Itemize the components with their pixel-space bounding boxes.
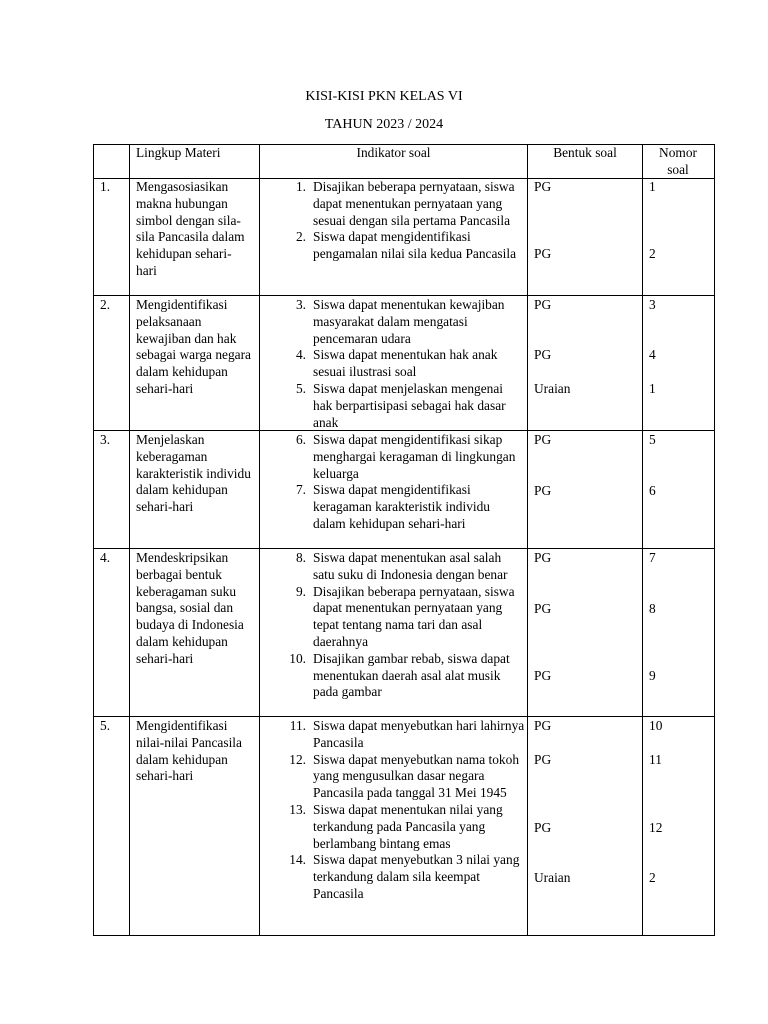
indikator-item <box>280 651 525 701</box>
nomor-soal-cell: 12 <box>649 820 663 835</box>
indikator-list <box>280 550 525 701</box>
indikator-number: 4. <box>295 347 306 363</box>
indikator-text: Siswa dapat menentukan hak anak sesuai ilustrasi soal <box>313 347 498 380</box>
bentuk-soal-cell: PG <box>534 752 552 767</box>
bentuk-soal-cell: PG <box>534 668 552 683</box>
bentuk-soal-cell: PG <box>534 246 552 261</box>
indikator-number: 3. <box>295 297 306 312</box>
indikator-item <box>280 381 525 431</box>
nomor-soal-cell: 7 <box>649 550 656 565</box>
indikator-list <box>280 718 525 903</box>
nomor-soal-cell: 3 <box>649 297 656 312</box>
bentuk-soal-cell: PG <box>534 297 552 312</box>
indikator-item <box>280 802 525 852</box>
row-number: 5. <box>100 718 111 733</box>
header-lingkup-materi: Lingkup Materi <box>136 145 221 160</box>
bentuk-soal-cell: PG <box>534 347 552 362</box>
indikator-text: Disajikan beberapa pernyataan, siswa dapat menentukan pernyataan yang tepat tentang nama tari dan asal daerahnya <box>313 583 515 649</box>
indikator-item <box>280 752 525 802</box>
indikator-text: Siswa dapat mengidentifikasi keragaman karakteristik individu dalam kehidupan sehari-hari <box>313 482 490 531</box>
indikator-item <box>280 550 525 584</box>
bentuk-soal-cell: Uraian <box>534 870 571 885</box>
indikator-item <box>280 584 525 651</box>
lingkup-materi-cell: Menjelaskan keberagaman karakteristik individu dalam kehidupan sehari-hari <box>136 432 251 515</box>
indikator-list <box>280 432 525 533</box>
lingkup-materi-cell: Mengidentifikasi pelaksanaan kewajiban dan hak sebagai warga negara dalam kehidupan sehari-hari <box>136 297 251 396</box>
indikator-number: 13. <box>289 801 306 817</box>
indikator-text: Siswa dapat mengidentifikasi sikap menghargai keragaman di lingkungan keluarga <box>313 432 516 481</box>
nomor-soal-cell: 2 <box>649 870 656 885</box>
lingkup-materi-cell: Mengasosiasikan makna hubungan simbol dengan sila-sila Pancasila dalam kehidupan sehari-hari <box>136 179 245 278</box>
document-title: KISI-KISI PKN KELAS VI <box>305 89 463 104</box>
indikator-number: 6. <box>295 432 306 447</box>
indikator-text: Disajikan gambar rebab, siswa dapat menentukan daerah asal alat musik pada gambar <box>313 650 510 700</box>
indikator-text: Disajikan beberapa pernyataan, siswa dapat menentukan pernyataan yang sesuai dengan sila pertama Pancasila <box>313 179 515 228</box>
column-divider <box>714 144 715 936</box>
indikator-number: 11. <box>289 718 306 733</box>
indikator-text: Siswa dapat menyebutkan 3 nilai yang terkandung dalam sila keempat Pancasila <box>313 852 520 901</box>
indikator-list <box>280 179 525 263</box>
indikator-item <box>280 852 525 902</box>
lingkup-materi-cell: Mendeskripsikan berbagai bentuk keberagaman suku bangsa, sosial dan budaya di Indonesia dalam kehidupan sehari-hari <box>136 550 244 666</box>
lingkup-materi-cell: Mengidentifikasi nilai-nilai Pancasila dalam kehidupan sehari-hari <box>136 718 242 784</box>
bentuk-soal-cell: PG <box>534 820 552 835</box>
column-divider <box>527 144 528 936</box>
header-indikator-soal: Indikator soal <box>356 145 431 160</box>
bentuk-soal-cell: PG <box>534 483 552 498</box>
row-number: 1. <box>100 179 111 194</box>
nomor-soal-cell: 9 <box>649 668 656 683</box>
column-divider <box>259 144 260 936</box>
column-divider <box>642 144 643 936</box>
bentuk-soal-cell: PG <box>534 601 552 616</box>
indikator-item <box>280 297 525 347</box>
row-divider <box>93 548 715 549</box>
row-divider <box>93 295 715 296</box>
indikator-text: Siswa dapat mengidentifikasi pengamalan nilai sila kedua Pancasila <box>313 229 517 262</box>
indikator-number: 14. <box>289 852 306 868</box>
indikator-number: 5. <box>295 380 306 396</box>
indikator-text: Siswa dapat menentukan asal salah satu suku di Indonesia dengan benar <box>313 550 508 582</box>
bentuk-soal-cell: PG <box>534 550 552 565</box>
indikator-list <box>280 297 525 431</box>
indikator-number: 9. <box>295 583 306 599</box>
nomor-soal-cell: 4 <box>649 347 656 362</box>
nomor-soal-cell: 1 <box>649 179 656 194</box>
header-bentuk-soal: Bentuk soal <box>553 145 617 160</box>
indikator-number: 2. <box>295 229 306 245</box>
bentuk-soal-cell: PG <box>534 718 552 733</box>
indikator-item <box>280 718 525 752</box>
nomor-soal-cell: 2 <box>649 246 656 261</box>
bentuk-soal-cell: Uraian <box>534 381 571 396</box>
nomor-soal-cell: 10 <box>649 718 663 733</box>
column-divider <box>129 144 130 936</box>
header-nomor-soal: Nomor soal <box>659 145 697 177</box>
row-number: 2. <box>100 297 111 312</box>
row-number: 3. <box>100 432 111 447</box>
indikator-number: 1. <box>295 179 306 194</box>
document-subtitle: TAHUN 2023 / 2024 <box>324 117 444 132</box>
indikator-text: Siswa dapat menyebutkan hari lahirnya Pancasila <box>313 718 525 750</box>
indikator-text: Siswa dapat menentukan kewajiban masyarakat dalam mengatasi pencemaran udara <box>313 297 505 346</box>
indikator-number: 12. <box>289 751 306 767</box>
indikator-item <box>280 432 525 482</box>
bentuk-soal-cell: PG <box>534 432 552 447</box>
indikator-item <box>280 179 525 229</box>
table-border-bottom <box>93 935 715 936</box>
nomor-soal-cell: 5 <box>649 432 656 447</box>
indikator-item <box>280 229 525 263</box>
indikator-item <box>280 347 525 381</box>
indikator-number: 10. <box>289 650 306 666</box>
bentuk-soal-cell: PG <box>534 179 552 194</box>
nomor-soal-cell: 8 <box>649 601 656 616</box>
nomor-soal-cell: 1 <box>649 381 656 396</box>
nomor-soal-cell: 11 <box>649 752 662 767</box>
row-number: 4. <box>100 550 111 565</box>
indikator-text: Siswa dapat menyebutkan nama tokoh yang mengusulkan dasar negara Pancasila pada tanggal 31 Mei 1945 <box>313 751 520 801</box>
row-divider <box>93 716 715 717</box>
nomor-soal-cell: 6 <box>649 483 656 498</box>
indikator-text: Siswa dapat menentukan nilai yang terkandung pada Pancasila yang berlambang bintang emas <box>313 801 503 851</box>
indikator-text: Siswa dapat menjelaskan mengenai hak berpartisipasi sebagai hak dasar anak <box>313 380 506 430</box>
column-divider <box>93 144 94 936</box>
indikator-number: 7. <box>295 482 306 498</box>
indikator-number: 8. <box>295 550 306 565</box>
indikator-item <box>280 482 525 532</box>
